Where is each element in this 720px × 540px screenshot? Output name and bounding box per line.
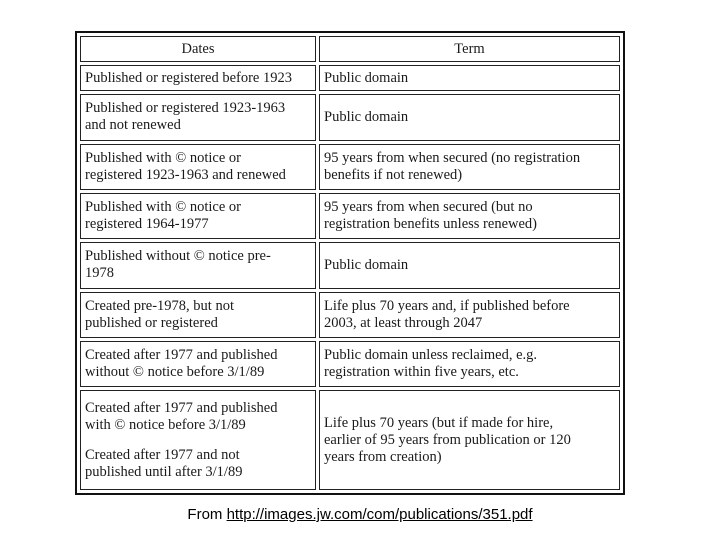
dates-cell bbox=[80, 144, 316, 190]
cell-text-line: earlier of 95 years from publication or 120 bbox=[324, 431, 571, 448]
source-footer bbox=[0, 506, 720, 523]
table-row bbox=[80, 193, 620, 239]
cell-spacer bbox=[85, 434, 311, 447]
term-cell bbox=[319, 193, 620, 239]
cell-text-line: published until after 3/1/89 bbox=[85, 463, 243, 480]
term-cell bbox=[319, 144, 620, 190]
cell-text-line: Life plus 70 years and, if published before bbox=[324, 297, 570, 314]
cell-text-line: 95 years from when secured (but no bbox=[324, 199, 533, 216]
term-cell bbox=[319, 292, 620, 338]
cell-text-line: without © notice before 3/1/89 bbox=[85, 364, 265, 381]
dates-cell bbox=[80, 341, 316, 387]
cell-text-line: Public domain bbox=[324, 108, 409, 125]
term-cell bbox=[319, 390, 620, 490]
cell-text-line: Created pre-1978, but not bbox=[85, 297, 234, 314]
source-prefix: From bbox=[187, 506, 227, 523]
cell-text-line: and not renewed bbox=[85, 117, 181, 134]
cell-text-line: registered 1923-1963 and renewed bbox=[85, 166, 286, 183]
cell-text-line: Life plus 70 years (but if made for hire, bbox=[324, 414, 554, 431]
table-header-row bbox=[80, 36, 620, 62]
copyright-term-table-frame bbox=[75, 31, 625, 495]
cell-text-line: with © notice before 3/1/89 bbox=[85, 416, 246, 433]
cell-text-line: Public domain bbox=[324, 69, 409, 86]
cell-text-line: Created after 1977 and published bbox=[85, 347, 278, 364]
copyright-term-table bbox=[77, 33, 623, 493]
dates-cell bbox=[80, 242, 316, 288]
cell-text-line: Created after 1977 and published bbox=[85, 399, 278, 416]
cell-text-line: Public domain bbox=[324, 256, 409, 273]
term-cell bbox=[319, 341, 620, 387]
dates-cell bbox=[80, 65, 316, 91]
table-row bbox=[80, 144, 620, 190]
dates-cell bbox=[80, 390, 316, 490]
table-row bbox=[80, 292, 620, 338]
cell-text-line: 1978 bbox=[85, 265, 114, 282]
cell-text-line: registration within five years, etc. bbox=[324, 364, 519, 381]
cell-text-line: benefits if not renewed) bbox=[324, 166, 463, 183]
dates-cell bbox=[80, 193, 316, 239]
cell-text-line: 95 years from when secured (no registration bbox=[324, 149, 581, 166]
cell-text-line: Created after 1977 and not bbox=[85, 446, 240, 463]
cell-text-line: Published or registered before 1923 bbox=[85, 69, 292, 86]
cell-text-line: Public domain unless reclaimed, e.g. bbox=[324, 347, 538, 364]
dates-cell bbox=[80, 94, 316, 140]
cell-text-line: registered 1964-1977 bbox=[85, 216, 209, 233]
table-row bbox=[80, 341, 620, 387]
table-row bbox=[80, 65, 620, 91]
cell-text-line: Published without © notice pre- bbox=[85, 248, 271, 265]
table-row bbox=[80, 94, 620, 140]
cell-text-line: Published with © notice or bbox=[85, 149, 242, 166]
cell-text-line: registration benefits unless renewed) bbox=[324, 216, 537, 233]
term-cell bbox=[319, 65, 620, 91]
source-link[interactable]: http://images.jw.com/com/publications/351.pdf bbox=[226, 506, 533, 523]
dates-column-header: Dates bbox=[80, 36, 316, 62]
cell-text-line: Published or registered 1923-1963 bbox=[85, 100, 286, 117]
cell-text-line: Published with © notice or bbox=[85, 199, 242, 216]
cell-text-line: 2003, at least through 2047 bbox=[324, 314, 483, 331]
term-column-header: Term bbox=[319, 36, 620, 62]
dates-cell bbox=[80, 292, 316, 338]
term-cell bbox=[319, 94, 620, 140]
table-row bbox=[80, 390, 620, 490]
table-row bbox=[80, 242, 620, 288]
term-cell bbox=[319, 242, 620, 288]
cell-text-line: published or registered bbox=[85, 314, 218, 331]
cell-text-line: years from creation) bbox=[324, 448, 442, 465]
